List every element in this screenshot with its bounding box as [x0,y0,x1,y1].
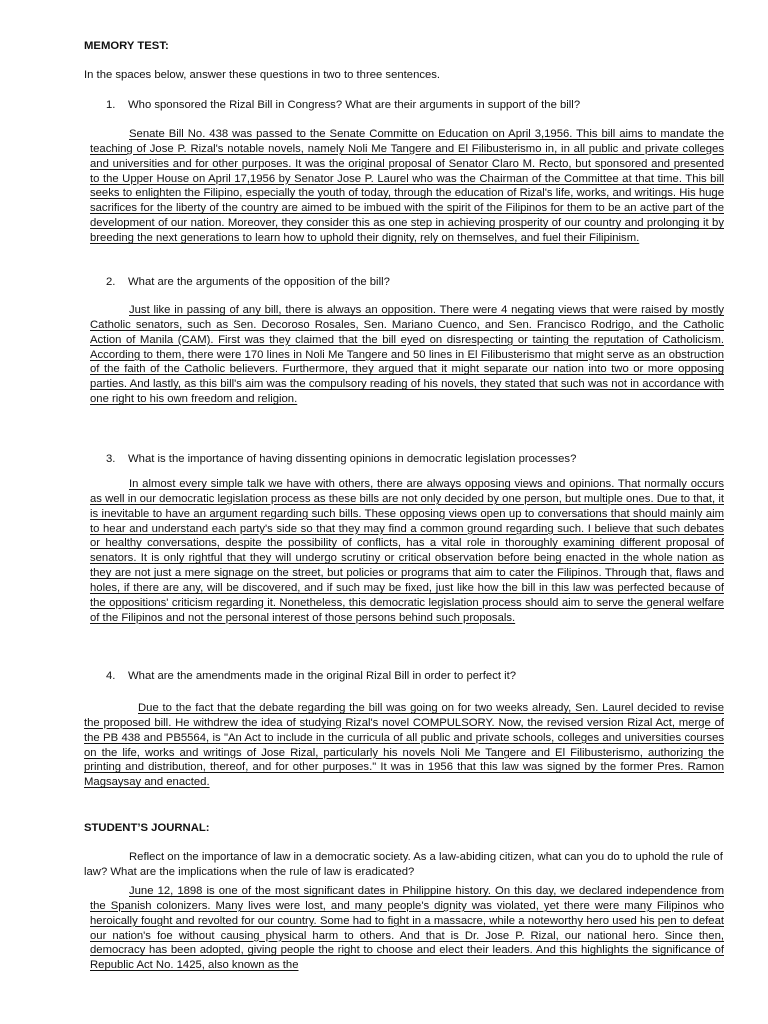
question-4 [106,670,726,682]
question-text: Who sponsored the Rizal Bill in Congress? What are their arguments in support of the bill? [128,99,581,111]
question-number: 4. [106,670,116,682]
question-number: 1. [106,99,116,111]
memory-test-instructions: In the spaces below, answer these questions in two to three sentences. [84,69,441,81]
question-number: 2. [106,276,116,288]
answer-2: Just like in passing of any bill, there is always an opposition. There were 4 negating views that were raised by mostly Catholic senators, such as Sen. Decoroso Rosales, Sen. Mariano Cuenco, and Sen. Francisco Rodrigo, and the Catholic Action of Manila (CAM). First was they claimed that the bill eyed on disrespecting or tainting the reputation of Catholicism. According to them, there were 170 lines in Noli Me Tangere and 50 lines in El Filibusterismo that might serve as an obstruction of the faith of the Catholic believers. Furthermore, they argued that it might separate our nation into two or more opposing parties. And lastly, as this bill's aim was the compulsory reading of his novels, they stated that such was not in accordance with one right to his own freedom and religion. [90,304,724,406]
memory-test-heading: MEMORY TEST: [84,40,169,52]
journal-answer: June 12, 1898 is one of the most significant dates in Philippine history. On this day, we declared independence from the Spanish colonizers. Many lives were lost, and many people's dignity was violated, yet there were many Filipinos who heroically fought and revolted for our country. Some had to fight in a massacre, while a noteworthy hero used his pen to defeat our nation's foe without causing physical harm to others. And that is Dr. Jose P. Rizal, our national hero. Since then, democracy has been adopted, giving people the right to choose and elect their leaders. And this highlights the significance of Republic Act No. 1425, also known as the [90,885,724,972]
answer-1: Senate Bill No. 438 was passed to the Senate Committe on Education on April 3,1956. This bill aims to mandate the teaching of Jose P. Rizal's notable novels, namely Noli Me Tangere and El Filibusterismo in, in all public and private colleges and universities and for other purposes. It was the original proposal of Senator Claro M. Recto, but sponsored and presented to the Upper House on April 17,1956 by Senator Jose P. Laurel who was the Chairman of the Committee at that time. This bill seeks to enlighten the Filipino, especially the youth of today, through the education of Rizal's life, works, and writings. His huge sacrifices for the liberty of the country are aimed to be imbued with the spirit of the Filipinos for them to be an active part of the development of our nation. Moreover, they consider this as one step in achieving prosperity of our country and prolonging it by breeding the next generations to learn how to uphold their dignity, rely on themselves, and fuel their Filipinism. [90,128,724,244]
question-text: What are the arguments of the opposition of the bill? [128,276,390,288]
answer-4: Due to the fact that the debate regarding the bill was going on for two weeks already, Sen. Laurel decided to revise the proposed bill. He withdrew the idea of studying Rizal's novel COMPULSORY. Now, the revised version Rizal Act, merge of the PB 438 and PB5564, is "An Act to include in the curricula of all public and private schools, colleges and universities courses on the life, works and writings of Jose Rizal, particularly his novels Noli Me Tangere and El Filibusterismo, authorizing the printing and distribution, thereof, and for other purposes." It was in 1956 that this law was signed by the former Pres. Ramon Magsaysay and enacted. [84,702,724,789]
question-text: What is the importance of having dissenting opinions in democratic legislation processes? [128,453,577,465]
student-journal-heading: STUDENT’S JOURNAL: [84,822,210,834]
question-3 [106,453,726,465]
question-2 [106,276,726,288]
question-1 [106,99,726,111]
question-text: What are the amendments made in the original Rizal Bill in order to perfect it? [128,670,517,682]
question-number: 3. [106,453,116,465]
answer-3: In almost every simple talk we have with others, there are always opposing views and opinions. That normally occurs as well in our democratic legislation process as these bills are not only decided by one person, but multiple ones. Due to that, it is inevitable to have an argument regarding such bills. These opposing views open up to conversations that should mainly aim to hear and understand each party's side so that they may find a common ground regarding such. I believe that such debates or healthy conversations, despite the possibility of conflicts, has a vital role in thoroughly examining different proposal of senators. It is only rightful that they will undergo scrutiny or critical observation before being enacted in the whole nation as they are not just a mere signage on the street, but policies or programs that aim to cater the Filipinos. Through that, flaws and holes, if there are any, will be discovered, and if such may be fixed, just like how the bill in this law was perfected because of the oppositions' criticism regarding it. Nonetheless, this democratic legislation process should aim to serve the general welfare of the Filipinos and not the personal interest of those persons behind such proposals. [90,478,724,624]
journal-prompt: Reflect on the importance of law in a democratic society. As a law-abiding citizen, what can you do to uphold the rule of law? What are the implications when the rule of law is eradicated? [84,851,723,878]
